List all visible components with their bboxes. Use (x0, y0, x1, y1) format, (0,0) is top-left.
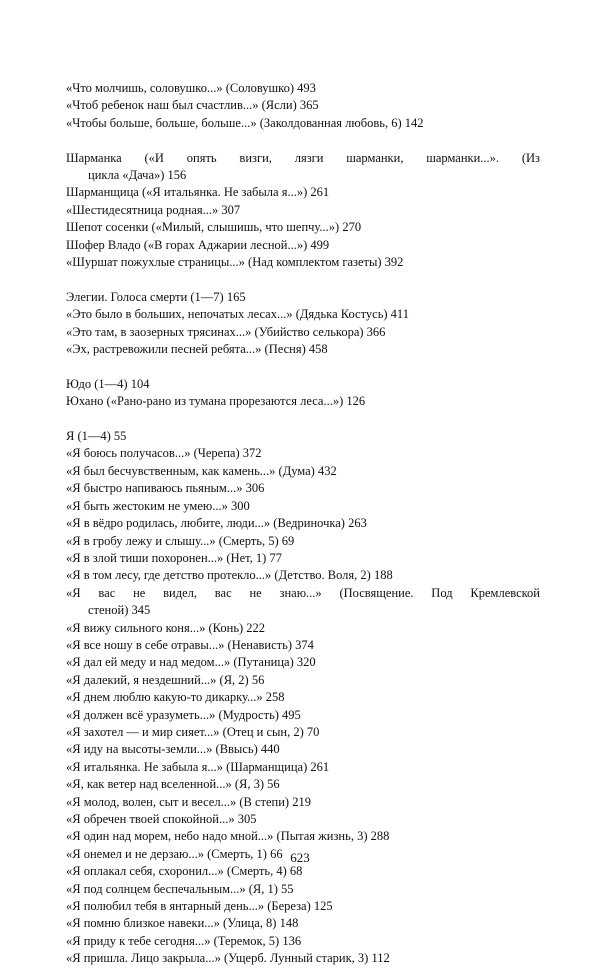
block-spacer (66, 271, 540, 288)
index-entry: «Я онемел и не дерзаю...» (Смерть, 1) 66 (66, 846, 283, 861)
index-entry: «Я пришла. Лицо закрыла...» (Ущерб. Лунный старик, 3) 112 (66, 951, 390, 966)
index-entry: «Чтобы больше, больше, больше...» (Заколдованная любовь, 6) 142 (66, 115, 424, 130)
index-letter-block (66, 289, 540, 359)
block-spacer (66, 358, 540, 375)
index-entry: «Я в злой тиши похоронен...» (Нет, 1) 77 (66, 550, 282, 565)
index-entry: «Я должен всё уразуметь...» (Мудрость) 495 (66, 707, 301, 722)
index-entry: «Шуршат пожухлые страницы...» (Над комплектом газеты) 392 (66, 255, 404, 270)
index-entry: «Я оплакал себя, схоронил...» (Смерть, 4) 68 (66, 864, 303, 879)
index-letter-block (66, 150, 540, 272)
index-entry: «Я в вёдро родилась, любите, люди...» (Ведриночка) 263 (66, 516, 367, 531)
index-entry: «Я молод, волен, сыт и весел...» (В степи) 219 (66, 794, 311, 809)
index-entry: «Я боюсь получасов...» (Черепа) 372 (66, 446, 262, 461)
index-entry: «Я захотел — и мир сияет...» (Отец и сын, 2) 70 (66, 724, 320, 739)
index-entry: «Я помню близкое навеки...» (Улица, 8) 148 (66, 916, 299, 931)
index-entry: «Шестидесятница родная...» 307 (66, 202, 241, 217)
index-entry: Я (1—4) 55 (66, 429, 127, 444)
index-entry: «Я итальянка. Не забыла я...» (Шарманщица) 261 (66, 759, 330, 774)
page-number: 623 (290, 850, 310, 865)
index-entry: Элегии. Голоса смерти (1—7) 165 (66, 289, 246, 304)
index-letter-block (66, 376, 540, 411)
index-entry: «Я приду к тебе сегодня...» (Теремок, 5) 136 (66, 933, 302, 948)
index-entry: Юхано («Рано-рано из тумана прорезаются леса...») 126 (66, 394, 366, 409)
index-entry: Шофер Владо («В горах Аджарии лесной...») 499 (66, 237, 330, 252)
index-entry: «Я все ношу в себе отравы...» (Ненависть) 374 (66, 637, 314, 652)
index-entry: «Это там, в заозерных трясинах...» (Убийство селькора) 366 (66, 324, 386, 339)
index-entry: «Я в том лесу, где детство протекло...» (Детство. Воля, 2) 188 (66, 568, 393, 583)
block-spacer (66, 132, 540, 149)
index-entry: «Что молчишь, соловушко...» (Соловушко) 493 (66, 81, 316, 95)
index-entry: «Я иду на высоты-земли...» (Ввысь) 440 (66, 742, 280, 757)
index-entry: «Я был бесчувственным, как камень...» (Дума) 432 (66, 463, 337, 478)
index-entry: «Я далекий, я нездешний...» (Я, 2) 56 (66, 672, 265, 687)
index-entry: Шарманка («И опять визги, лязги шарманки, шарманки...». (Из (66, 150, 540, 165)
index-letter-block (66, 80, 540, 132)
index-entry: «Я быть жестоким не умею...» 300 (66, 498, 250, 513)
index-letter-block (66, 428, 540, 968)
index-entry: «Я вас не видел, вас не знаю...» (Посвящение. Под Кремлевской (66, 585, 540, 600)
index-entry: «Я один над морем, небо надо мной...» (Пытая жизнь, 3) 288 (66, 829, 390, 844)
index-entry: Шарманщица («Я итальянка. Не забыла я...») 261 (66, 185, 330, 200)
index-entry: «Эх, растревожили песней ребята...» (Песня) 458 (66, 342, 328, 357)
index-entry: «Я в гробу лежу и слышу...» (Смерть, 5) 69 (66, 533, 295, 548)
block-spacer (66, 411, 540, 428)
index-entry-continuation: цикла «Дача») 156 (88, 168, 187, 183)
index-entry: «Это было в больших, непочатых лесах...» (Дядька Костусь) 411 (66, 307, 409, 322)
index-column (66, 80, 540, 968)
index-entry: «Я обречен твоей спокойной...» 305 (66, 812, 257, 826)
index-entry: «Я полюбил тебя в янтарный день...» (Береза) 125 (66, 899, 333, 914)
index-entry: «Чтоб ребенок наш был счастлив...» (Ясли) 365 (66, 98, 319, 113)
index-entry: «Я под солнцем беспечальным...» (Я, 1) 55 (66, 881, 294, 896)
index-entry: «Я быстро напиваюсь пьяным...» 306 (66, 481, 265, 496)
index-entry: «Я днем люблю какую-то дикарку...» 258 (66, 690, 285, 705)
index-entry: «Я, как ветер над вселенной...» (Я, 3) 56 (66, 777, 280, 792)
index-entry: Юдо (1—4) 104 (66, 376, 150, 391)
index-entry-continuation: стеной) 345 (88, 603, 151, 618)
index-entry: Шепот сосенки («Милый, слышишь, что шепчу...») 270 (66, 220, 362, 235)
index-entry: «Я дал ей меду и над медом...» (Путаница) 320 (66, 655, 316, 670)
index-entry: «Я вижу сильного коня...» (Конь) 222 (66, 620, 266, 635)
